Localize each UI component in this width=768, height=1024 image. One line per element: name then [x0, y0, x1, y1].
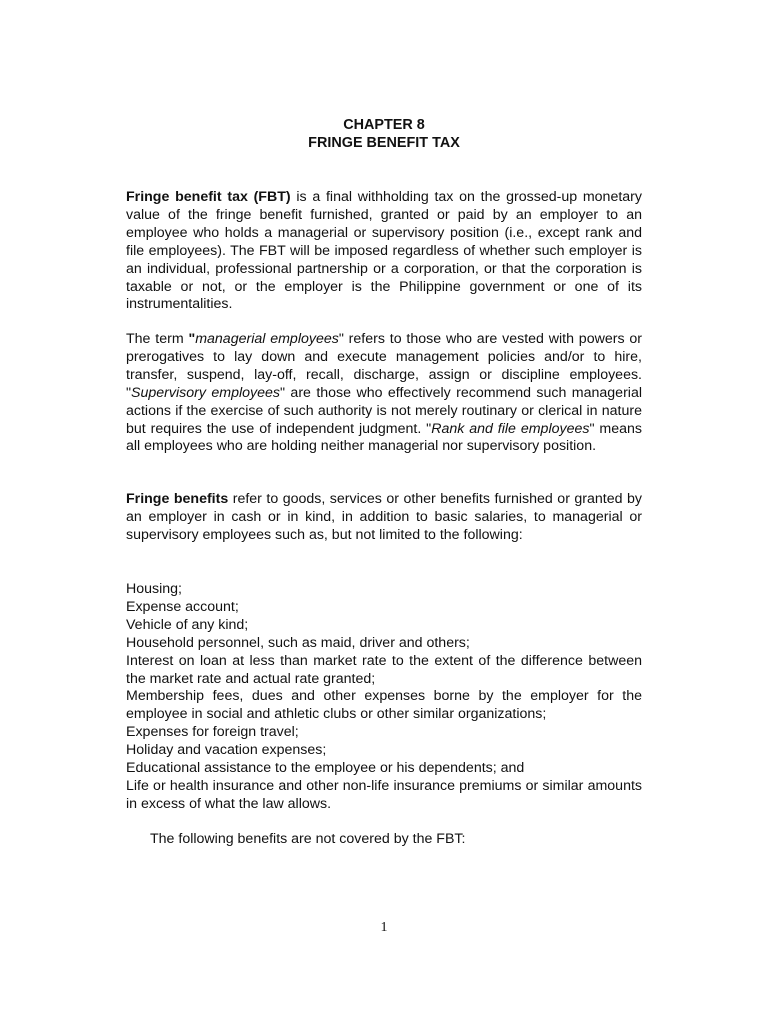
closing-sentence: The following benefits are not covered by the FBT: [150, 831, 466, 847]
text-span: " means all employees who are holding neither managerial nor supervisory position. [126, 420, 642, 455]
term-fbt: Fringe benefit tax (FBT) [126, 189, 291, 205]
paragraph-fbt-definition [126, 189, 642, 314]
benefit-item: Interest on loan at less than market rate to the extent of the difference between the market rate and actual rate granted; [126, 653, 642, 687]
text-span: The term [126, 331, 189, 347]
paragraph-fbt-text: is a final withholding tax on the grossed-up monetary value of the fringe benefit furnished, granted or paid by an employer to an employee who holds a managerial or supervisory position (i.e., except rank and file employees). The FBT will be imposed regardless of whether such employer is an individual, professional partnership or a corporation, or that the corporation is taxable or not, or the employer is the Philippine government or one of its instrumentalities. [126, 189, 642, 313]
paragraph-fringe-benefits-text: refer to goods, services or other benefits furnished or granted by an employer in cash or in kind, in addition to basic salaries, to managerial or supervisory employees such as, but not limited to the following: [126, 491, 642, 543]
benefit-item: Vehicle of any kind; [126, 617, 249, 633]
term-rank-and-file-employees: Rank and file employees [431, 420, 590, 437]
chapter-title: FRINGE BENEFIT TAX [308, 135, 460, 151]
benefit-item: Life or health insurance and other non-life insurance premiums or similar amounts in excess of what the law allows. [126, 778, 642, 812]
paragraph-employee-terms [126, 331, 642, 456]
benefit-item: Housing; [126, 581, 182, 597]
benefit-item: Educational assistance to the employee or his dependents; and [126, 760, 525, 776]
benefit-item: Holiday and vacation expenses; [126, 742, 327, 758]
term-managerial-employees: managerial employees [195, 331, 339, 347]
text-span: " refers to those who are vested with powers or prerogatives to lay down and execute management policies and/or to hire, transfer, suspend, lay-off, recall, discharge, assign or discipline employees. " [126, 331, 642, 401]
chapter-number: CHAPTER 8 [343, 117, 425, 133]
paragraph-fringe-benefits [126, 491, 642, 545]
term-supervisory-employees: Supervisory employees [131, 384, 280, 401]
text-span: " are those who effectively recommend such managerial actions if the exercise of such authority is not merely routinary or clerical in nature but requires the use of independent judgment. " [126, 384, 642, 437]
benefit-item: Expense account; [126, 599, 239, 615]
benefit-item: Expenses for foreign travel; [126, 724, 299, 740]
benefit-item: Membership fees, dues and other expenses borne by the employer for the employee in social and athletic clubs or other similar organizations; [126, 688, 642, 722]
benefit-item: Household personnel, such as maid, driver and others; [126, 635, 470, 651]
term-fringe-benefits: Fringe benefits [126, 491, 229, 507]
page-number: 1 [380, 920, 388, 935]
quote-mark: " [188, 331, 196, 347]
